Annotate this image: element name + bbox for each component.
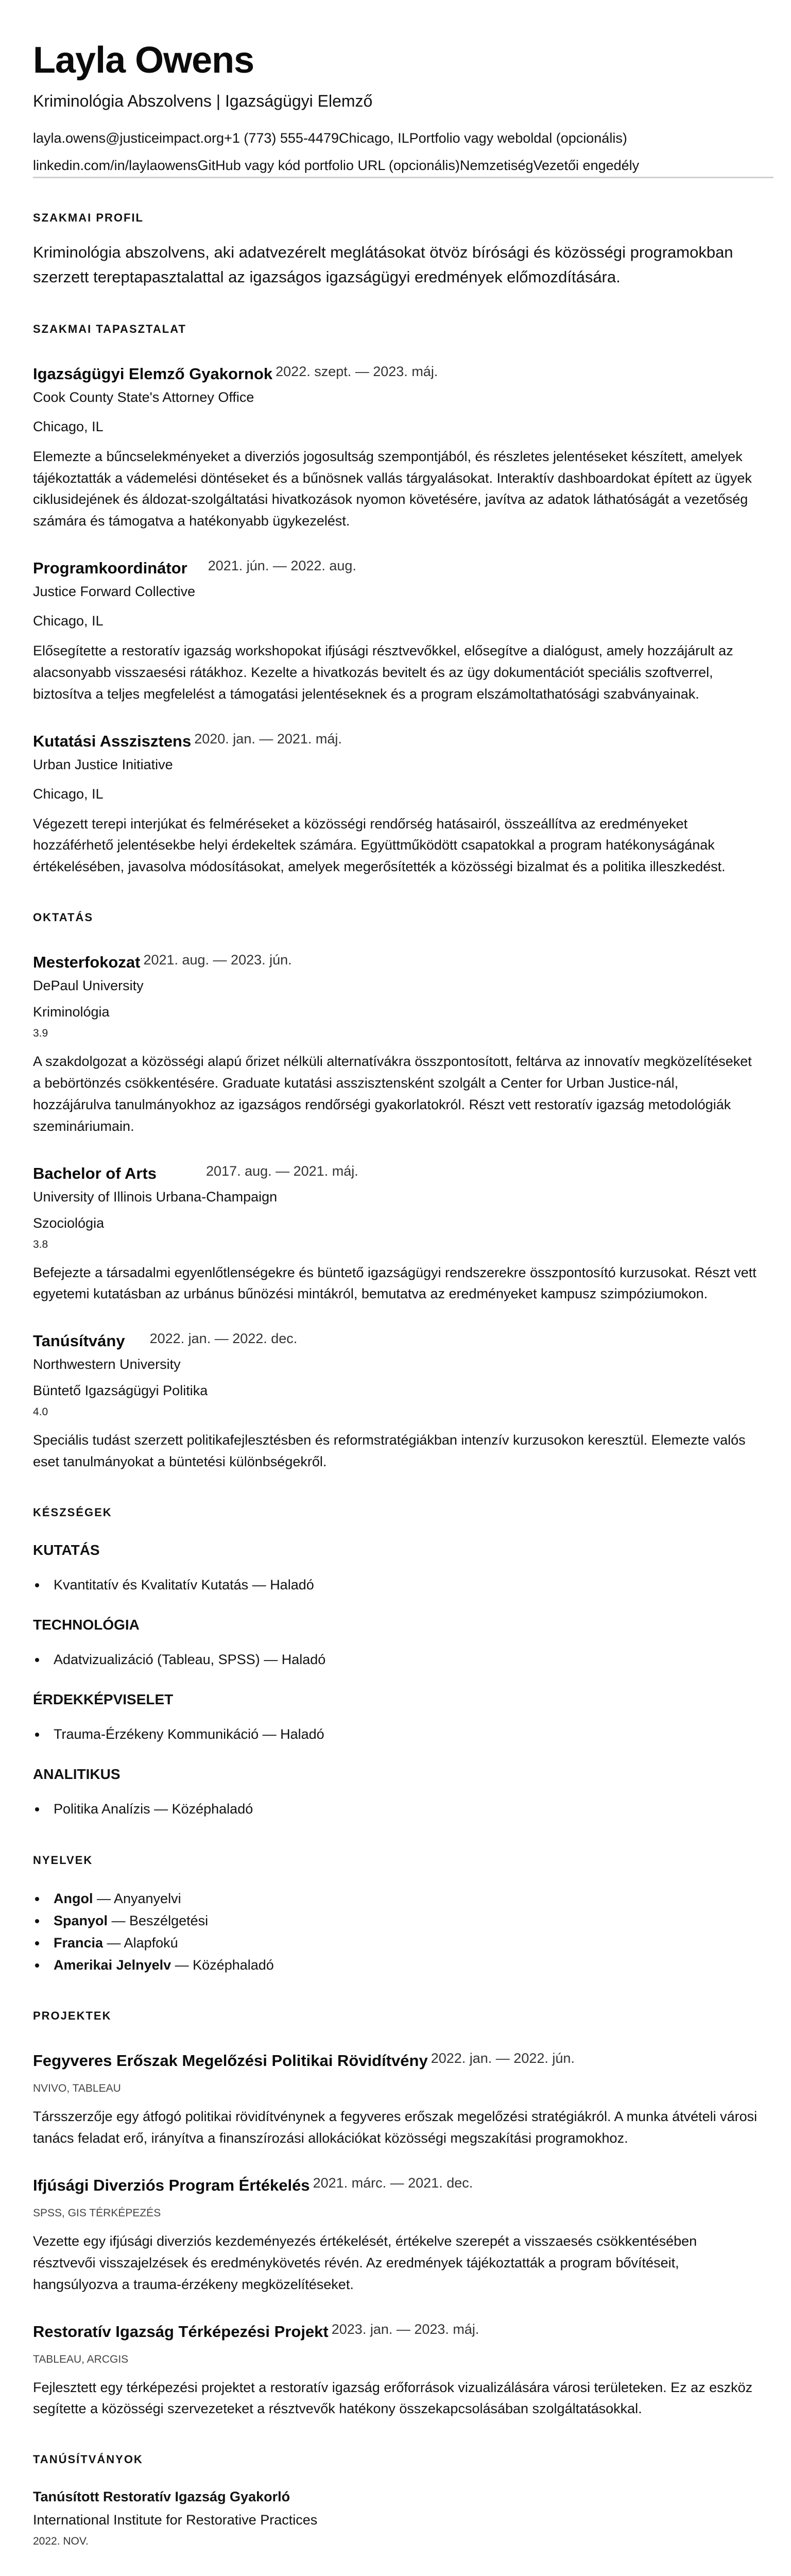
skill-group bbox=[33, 1542, 758, 1596]
gpa: 3.8 bbox=[33, 1238, 48, 1250]
project-dates: 2023. jan. — 2023. máj. bbox=[331, 2321, 479, 2337]
school-name: DePaul University bbox=[33, 978, 144, 994]
languages-section bbox=[33, 1854, 758, 1977]
header-divider bbox=[33, 177, 773, 178]
experience-entry bbox=[33, 365, 758, 532]
language-name: Spanyol bbox=[54, 1912, 108, 1928]
contact-email[interactable]: layla.owens@justiceimpact.org bbox=[33, 130, 225, 146]
experience-section bbox=[33, 323, 758, 878]
project-tech: TABLEAU, ARCGIS bbox=[33, 2353, 129, 2365]
resume-header bbox=[33, 41, 758, 178]
degree-title: Tanúsítvány bbox=[33, 1332, 125, 1350]
contact-row-primary bbox=[33, 130, 758, 146]
language-name: Francia bbox=[54, 1935, 104, 1951]
project-name: Fegyveres Erőszak Megelőzési Politikai Rövidítvény bbox=[33, 2052, 428, 2070]
field-of-study: Szociológia bbox=[33, 1215, 105, 1231]
project-entry bbox=[33, 2323, 758, 2420]
language-level: — Alapfokú bbox=[103, 1935, 178, 1951]
education-section bbox=[33, 911, 758, 1473]
job-dates: 2020. jan. — 2021. máj. bbox=[194, 731, 342, 747]
gpa: 4.0 bbox=[33, 1406, 48, 1418]
degree-title: Bachelor of Arts bbox=[33, 1164, 157, 1182]
section-title: SZAKMAI TAPASZTALAT bbox=[33, 322, 186, 335]
section-title: TANÚSÍTVÁNYOK bbox=[33, 2453, 143, 2466]
experience-entry bbox=[33, 732, 758, 878]
section-title: PROJEKTEK bbox=[33, 2009, 112, 2023]
project-dates: 2022. jan. — 2022. jún. bbox=[431, 2050, 575, 2066]
skill-item: Kvantitatív és Kvalitatív Kutatás — Haladó bbox=[33, 1574, 758, 1596]
experience-entry bbox=[33, 559, 758, 705]
section-title: OKTATÁS bbox=[33, 911, 94, 924]
candidate-name: Layla Owens bbox=[33, 40, 254, 81]
certification-name: Tanúsított Restoratív Igazság Gyakorló bbox=[33, 2489, 290, 2505]
education-entry bbox=[33, 1164, 758, 1306]
project-name: Restoratív Igazság Térképezési Projekt bbox=[33, 2322, 329, 2341]
project-tech: SPSS, GIS TÉRKÉPEZÉS bbox=[33, 2207, 161, 2219]
degree-title: Mesterfokozat bbox=[33, 953, 141, 972]
contact-github[interactable]: GitHub vagy kód portfolio URL (opcionális) bbox=[197, 157, 460, 173]
project-tech: NVIVO, TABLEAU bbox=[33, 2082, 121, 2095]
project-description: Társszerzője egy átfogó politikai rövidítvénynek a fegyveres erőszak megelőzési stratégiákról. A munka átvételi városi tanács feladat erő, irányítva a finanszírozási allokációkat közösségi megszakítási programokhoz. bbox=[33, 2109, 758, 2146]
certification-entry bbox=[33, 2489, 758, 2548]
contact-location: Chicago, IL bbox=[339, 130, 409, 146]
project-description: Fejlesztett egy térképezési projektet a restoratív igazság erőforrások vizualizálására városi területeken. Ez az eszköz segítette a közösségi szervezeteket a résztvevők hatékony összekapcsolásában szolgáltatásokkal. bbox=[33, 2379, 753, 2417]
job-dates: 2022. szept. — 2023. máj. bbox=[276, 363, 438, 379]
education-dates: 2017. aug. — 2021. máj. bbox=[206, 1163, 358, 1179]
language-level: — Anyanyelvi bbox=[93, 1890, 181, 1906]
job-description: Végezett terepi interjúkat és felméréseket a közösségi rendőrség hatásairól, összeállítva az eredményeket hozzáférhető jelentésekbe helyi érdekeltek számára. Együttműködött csapatokkal a program hatékonyságának értékelésében, javasolva módosításokat, amelyek megerősítették a közösségi bizalmat és a politika illeszkedést. bbox=[33, 816, 726, 875]
skill-category: ANALITIKUS bbox=[33, 1766, 121, 1783]
projects-section bbox=[33, 2009, 758, 2420]
job-location: Chicago, IL bbox=[33, 418, 104, 434]
skill-group bbox=[33, 1617, 758, 1671]
language-item bbox=[33, 1888, 758, 1910]
job-title: Programkoordinátor bbox=[33, 559, 187, 578]
job-org: Urban Justice Initiative bbox=[33, 756, 173, 772]
language-name: Amerikai Jelnyelv bbox=[54, 1957, 171, 1973]
skill-item: Trauma-Érzékeny Kommunikáció — Haladó bbox=[33, 1723, 758, 1745]
job-title: Kutatási Asszisztens bbox=[33, 732, 192, 750]
certification-date: 2022. NOV. bbox=[33, 2535, 89, 2548]
job-title: Igazságügyi Elemző Gyakornok bbox=[33, 364, 273, 383]
skill-item: Politika Analízis — Középhaladó bbox=[33, 1798, 758, 1820]
skills-section bbox=[33, 1506, 758, 1821]
education-dates: 2022. jan. — 2022. dec. bbox=[149, 1331, 298, 1347]
skill-item: Adatvizualizáció (Tableau, SPSS) — Haladó bbox=[33, 1649, 758, 1671]
contact-row-secondary bbox=[33, 158, 758, 174]
contact-linkedin[interactable]: linkedin.com/in/laylaowens bbox=[33, 157, 198, 173]
job-location: Chicago, IL bbox=[33, 613, 104, 629]
education-entry bbox=[33, 1332, 758, 1473]
project-name: Ifjúsági Diverziós Program Értékelés bbox=[33, 2176, 310, 2195]
skill-category: KUTATÁS bbox=[33, 1541, 100, 1558]
gpa: 3.9 bbox=[33, 1027, 48, 1040]
education-entry bbox=[33, 953, 758, 1137]
language-item bbox=[33, 1910, 758, 1932]
section-title: NYELVEK bbox=[33, 1853, 93, 1867]
education-description: A szakdolgozat a közösségi alapú őrizet nélküli alternatívákra összpontosított, feltárva az innovatív megközelítéseket a bebörtönzés csökkentésére. Graduate kutatási asszisztensként szolgált a Center for Urban Justice-nál, hozzájárulva tanulmányokhoz az igazságos rendőrségi gyakorlatokról. Részt vett restoratív igazság metodológiák szemináriumain. bbox=[33, 1054, 752, 1134]
project-entry bbox=[33, 2052, 758, 2149]
school-name: Northwestern University bbox=[33, 1357, 181, 1372]
summary-section bbox=[33, 211, 758, 290]
contact-phone[interactable]: +1 (773) 555-4479 bbox=[224, 130, 339, 146]
section-title: KÉSZSÉGEK bbox=[33, 1505, 112, 1519]
job-dates: 2021. jún. — 2022. aug. bbox=[208, 558, 356, 574]
job-description: Elemezte a bűncselekményeket a diverziós jogosultság szempontjából, és részletes jelentéseket készített, amelyek tájékoztatták a vádemelési döntéseket és a bűnösnek vallás tárgyalásokat. Interaktív dashboardokat épített az ügyek ciklusidejének és áldozat-szolgáltatási hivatkozások nyomon követésére, javítva az adatok láthatóságát a vezetőség számára és támogatva a hatékonyabb ügykezelést. bbox=[33, 448, 752, 529]
skill-group bbox=[33, 1691, 758, 1745]
education-description: Befejezte a társadalmi egyenlőtlenségekre és büntető igazságügyi rendszerekre összpontosító kurzusokat. Részt vett egyetemi kutatásban az urbánus bűnözési mintákról, bemutatva az eredményeket kampusz szimpóziumokon. bbox=[33, 1264, 756, 1302]
language-level: — Beszélgetési bbox=[108, 1912, 209, 1928]
skill-group bbox=[33, 1766, 758, 1820]
section-title: SZAKMAI PROFIL bbox=[33, 211, 144, 224]
language-item bbox=[33, 1954, 758, 1976]
language-name: Angol bbox=[54, 1890, 93, 1906]
contact-nationality: Nemzetiség bbox=[459, 157, 534, 173]
field-of-study: Kriminológia bbox=[33, 1004, 110, 1020]
project-description: Vezette egy ifjúsági diverziós kezdeményezés értékelését, értékelve szerepét a visszaesés csökkentésében résztvevői visszajelzések és eredménykövetés révén. Az eredmények tájékoztatták a program bővítéseit, hangsúlyozva a trauma-érzékeny megközelítéseket. bbox=[33, 2233, 697, 2292]
language-level: — Középhaladó bbox=[171, 1957, 274, 1973]
job-org: Justice Forward Collective bbox=[33, 584, 196, 600]
field-of-study: Büntető Igazságügyi Politika bbox=[33, 1383, 208, 1399]
project-dates: 2021. márc. — 2021. dec. bbox=[313, 2175, 473, 2191]
certifications-section bbox=[33, 2453, 758, 2548]
contact-portfolio[interactable]: Portfolio vagy weboldal (opcionális) bbox=[409, 130, 627, 146]
education-dates: 2021. aug. — 2023. jún. bbox=[143, 952, 292, 968]
job-description: Elősegítette a restoratív igazság workshopokat ifjúsági résztvevőkkel, elősegítve a dialógust, amely hozzájárult az alacsonyabb visszaesési rátákhoz. Kezelte a hivatkozás bevitelt és az ügy dokumentációt speciális szoftverrel, biztosítva a teljes megfelelést a támogatási jelentéseknek és a program elszámoltathatósági szabványainak. bbox=[33, 643, 733, 702]
job-org: Cook County State's Attorney Office bbox=[33, 389, 254, 405]
education-description: Speciális tudást szerzett politikafejlesztésben és reformstratégiákban intenzív kurzusokon keresztül. Elemezte valós eset tanulmányokat a büntetési különbségekről. bbox=[33, 1432, 746, 1470]
language-item bbox=[33, 1932, 758, 1954]
summary-text: Kriminológia abszolvens, aki adatvezérelt meglátásokat ötvöz bírósági és közösségi programokban szerzett tereptapasztalattal az igazságos igazságügyi eredmények előmozdítására. bbox=[33, 243, 733, 286]
candidate-headline: Kriminológia Abszolvens | Igazságügyi Elemző bbox=[33, 91, 373, 110]
job-location: Chicago, IL bbox=[33, 786, 104, 802]
certification-issuer: International Institute for Restorative Practices bbox=[33, 2512, 318, 2528]
project-entry bbox=[33, 2176, 758, 2296]
school-name: University of Illinois Urbana-Champaign bbox=[33, 1189, 278, 1205]
skill-category: TECHNOLÓGIA bbox=[33, 1617, 140, 1633]
skill-category: ÉRDEKKÉPVISELET bbox=[33, 1691, 174, 1708]
contact-drivers-license: Vezetői engedély bbox=[533, 157, 640, 173]
